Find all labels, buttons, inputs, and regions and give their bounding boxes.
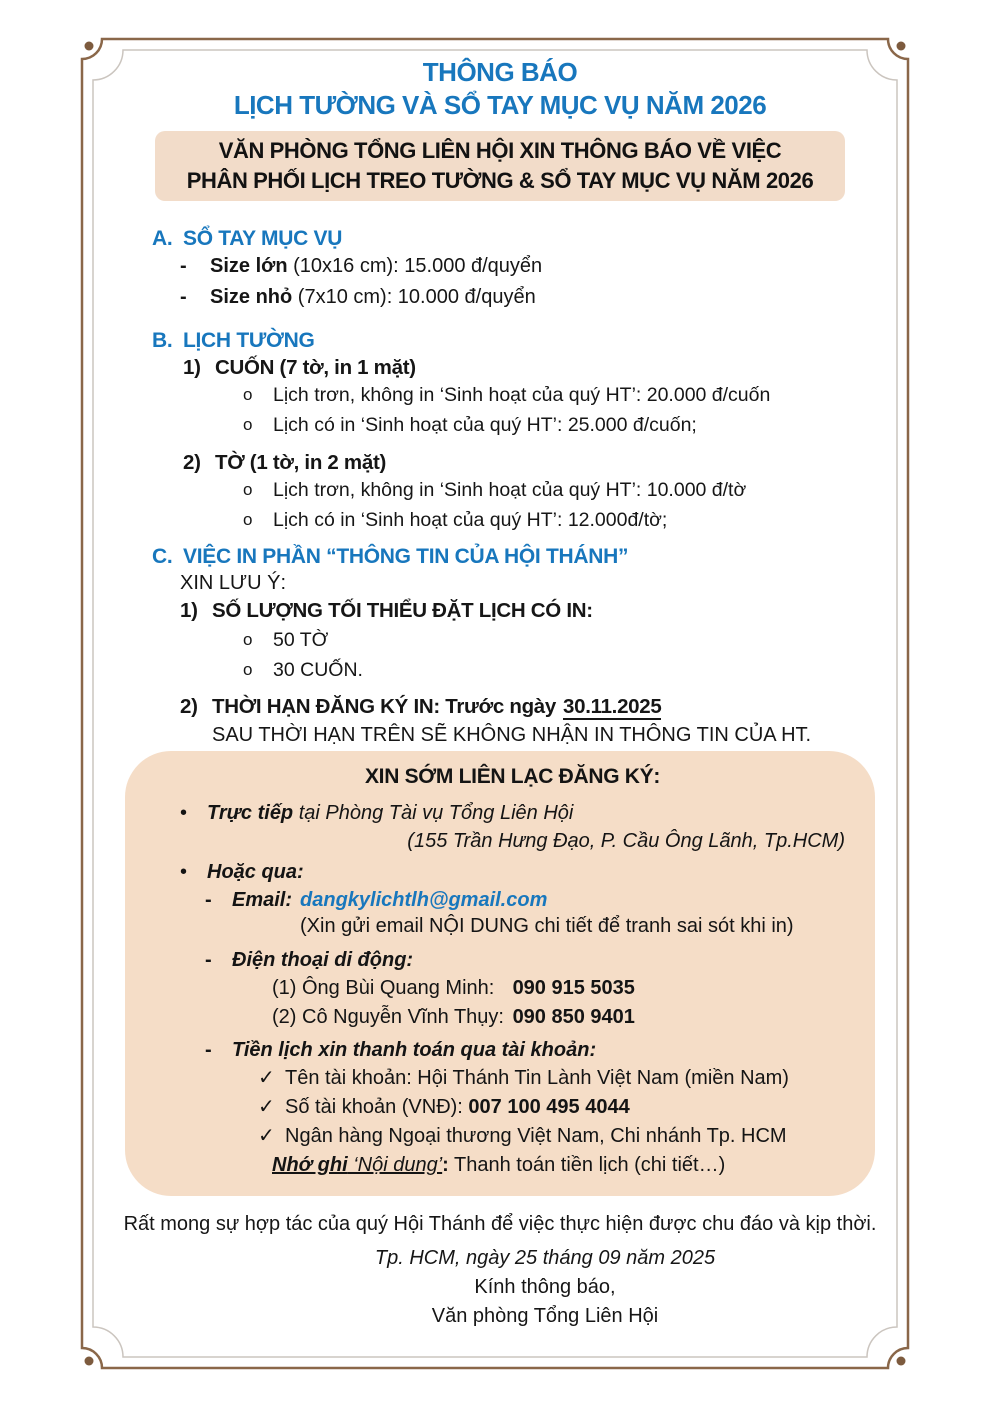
phone-number: 090 915 5035: [512, 977, 635, 999]
dash-bullet: -: [180, 255, 187, 277]
contact-box-title: XIN SỚM LIÊN LẠC ĐĂNG KÝ:: [364, 765, 661, 788]
closing-sentence: Rất mong sự hợp tác của quý Hội Thánh để việc thực hiện được chu đáo và kịp thời.: [123, 1213, 877, 1235]
section-c-title: VIỆC IN PHẦN “THÔNG TIN CỦA HỘI THÁNH”: [183, 545, 629, 568]
corner-dot-bottom-left: [85, 1357, 94, 1366]
contact-registration-box: [125, 751, 875, 1196]
item-text: Size nhỏ (7x10 cm): 10.000 đ/quyển: [210, 286, 536, 308]
item-text: Lịch có in ‘Sinh hoạt của quý HT’: 12.000đ/tờ;: [273, 509, 668, 531]
memo-underlined: Nhớ ghi ‘Nội dung’: [272, 1154, 443, 1176]
item-text: Lịch trơn, không in ‘Sinh hoạt của quý HT’: 20.000 đ/cuốn: [273, 384, 771, 406]
item-text: 50 TỜ: [273, 629, 329, 651]
contact-via-row: [180, 858, 845, 886]
signature-office: Văn phòng Tổng Liên Hội: [431, 1305, 659, 1327]
phone-number: 090 850 9401: [512, 1006, 635, 1028]
checkmark-icon: ✓: [258, 1096, 275, 1118]
circle-bullet: o: [243, 385, 253, 404]
section-c-heading: [0, 545, 1000, 569]
phone-contact-name: (1) Ông Bùi Quang Minh:: [272, 977, 495, 999]
bank-detail: [258, 1093, 845, 1122]
checkmark-icon: ✓: [258, 1067, 275, 1089]
group-title: CUỐN (7 tờ, in 1 mặt): [215, 356, 416, 379]
bank-detail-text: Tên tài khoản: Hội Thánh Tin Lành Việt Nam (miền Nam): [285, 1067, 789, 1089]
contact-direct-text: Trực tiếp tại Phòng Tài vụ Tổng Liên Hội: [207, 802, 574, 824]
section-c-letter: C.: [152, 545, 173, 568]
c-item-2-heading: [0, 693, 1000, 721]
office-address: (155 Trần Hưng Đạo, P. Cầu Ông Lãnh, Tp.HCM): [407, 830, 845, 852]
circle-bullet: o: [243, 480, 253, 499]
phone-entry: [272, 1003, 845, 1032]
list-item: [0, 505, 1000, 535]
page-subtitle: LỊCH TƯỜNG VÀ SỔ TAY MỤC VỤ NĂM 2026: [233, 90, 767, 120]
checkmark-icon: ✓: [258, 1125, 275, 1147]
email-instruction: (Xin gửi email NỘI DUNG chi tiết để tranh sai sót khi in): [300, 915, 794, 937]
email-line: [232, 886, 547, 914]
section-b-letter: B.: [152, 329, 173, 352]
deadline-date: 30.11.2025: [563, 695, 662, 718]
section-a-heading: [0, 227, 1000, 251]
item-title: SỐ LƯỢNG TỐI THIỂU ĐẶT LỊCH CÓ IN:: [212, 599, 593, 622]
item-text: 30 CUỐN.: [273, 659, 363, 681]
item-text: Lịch trơn, không in ‘Sinh hoạt của quý HT’: 10.000 đ/tờ: [273, 479, 747, 501]
item-number: 2): [180, 695, 198, 718]
dash-bullet: -: [180, 286, 187, 308]
bank-detail-text: Ngân hàng Ngoại thương Việt Nam, Chi nhánh Tp. HCM: [285, 1125, 787, 1147]
circle-bullet: o: [243, 510, 253, 529]
group-title: TỜ (1 tờ, in 2 mặt): [215, 451, 387, 474]
dash-bullet: -: [205, 949, 212, 971]
item-text: Lịch có in ‘Sinh hoạt của quý HT’: 25.000 đ/cuốn;: [273, 414, 697, 436]
section-a-letter: A.: [152, 227, 173, 250]
deadline-line: THỜI HẠN ĐĂNG KÝ IN: Trước ngày 30.11.2025: [212, 695, 662, 718]
item-number: 1): [180, 599, 198, 622]
list-item: [0, 282, 1000, 313]
list-item: [0, 625, 1000, 655]
phone-contact-name: (2) Cô Nguyễn Vĩnh Thụy:: [272, 1006, 504, 1028]
dash-bullet: -: [205, 1039, 212, 1061]
notice-banner: [155, 131, 845, 201]
circle-bullet: o: [243, 630, 253, 649]
phone-entry: [272, 974, 845, 1003]
group-number: 2): [183, 451, 201, 474]
bank-detail: [258, 1122, 845, 1151]
bank-detail: [258, 1064, 845, 1093]
list-item: [0, 410, 1000, 440]
item-text: Size lớn (10x16 cm): 15.000 đ/quyển: [210, 255, 543, 277]
dot-bullet: •: [180, 861, 188, 883]
signature-date: Tp. HCM, ngày 25 tháng 09 năm 2025: [374, 1247, 716, 1269]
phone-label: Điện thoại di động:: [232, 949, 414, 971]
contact-direct-row: [180, 799, 845, 827]
phone-row: [205, 946, 845, 974]
page-title: THÔNG BÁO: [422, 57, 578, 87]
bank-label: Tiền lịch xin thanh toán qua tài khoản:: [232, 1039, 597, 1061]
deadline-warning: SAU THỜI HẠN TRÊN SẼ KHÔNG NHẬN IN THÔNG TIN CỦA HT.: [212, 724, 812, 746]
list-item: [0, 251, 1000, 282]
section-b-title: LỊCH TƯỜNG: [183, 329, 315, 352]
signature-salutation: Kính thông báo,: [474, 1276, 616, 1298]
dash-bullet: -: [205, 889, 212, 911]
list-item: [0, 380, 1000, 410]
bank-row: [205, 1036, 845, 1064]
email-row: [205, 886, 845, 914]
circle-bullet: o: [243, 660, 253, 679]
section-b-heading: [0, 329, 1000, 353]
email-label: Email:: [232, 889, 293, 911]
group-1-heading: [0, 356, 1000, 380]
dot-bullet: •: [180, 802, 188, 824]
section-a-title: SỔ TAY MỤC VỤ: [183, 227, 343, 250]
list-item: [0, 655, 1000, 685]
notice-line-2: PHÂN PHỐI LỊCH TREO TƯỜNG & SỔ TAY MỤC VỤ NĂM 2026: [186, 168, 814, 193]
bank-detail-text: Số tài khoản (VNĐ): 007 100 495 4044: [285, 1096, 630, 1118]
signature-block: [45, 1244, 1000, 1331]
notice-line-1: VĂN PHÒNG TỔNG LIÊN HỘI XIN THÔNG BÁO VỀ VIỆC: [218, 138, 782, 163]
list-item: [0, 475, 1000, 505]
payment-memo-note: Nhớ ghi ‘Nội dung’: Thanh toán tiền lịch (chi tiết…): [272, 1154, 726, 1176]
contact-via-label: Hoặc qua:: [207, 861, 304, 883]
circle-bullet: o: [243, 415, 253, 434]
group-number: 1): [183, 356, 201, 379]
email-link[interactable]: dangkylichtlh@gmail.com: [300, 889, 548, 911]
attention-note: XIN LƯU Ý:: [180, 572, 286, 594]
group-2-heading: [0, 451, 1000, 475]
c-item-1-heading: [0, 597, 1000, 625]
corner-dot-bottom-right: [897, 1357, 906, 1366]
